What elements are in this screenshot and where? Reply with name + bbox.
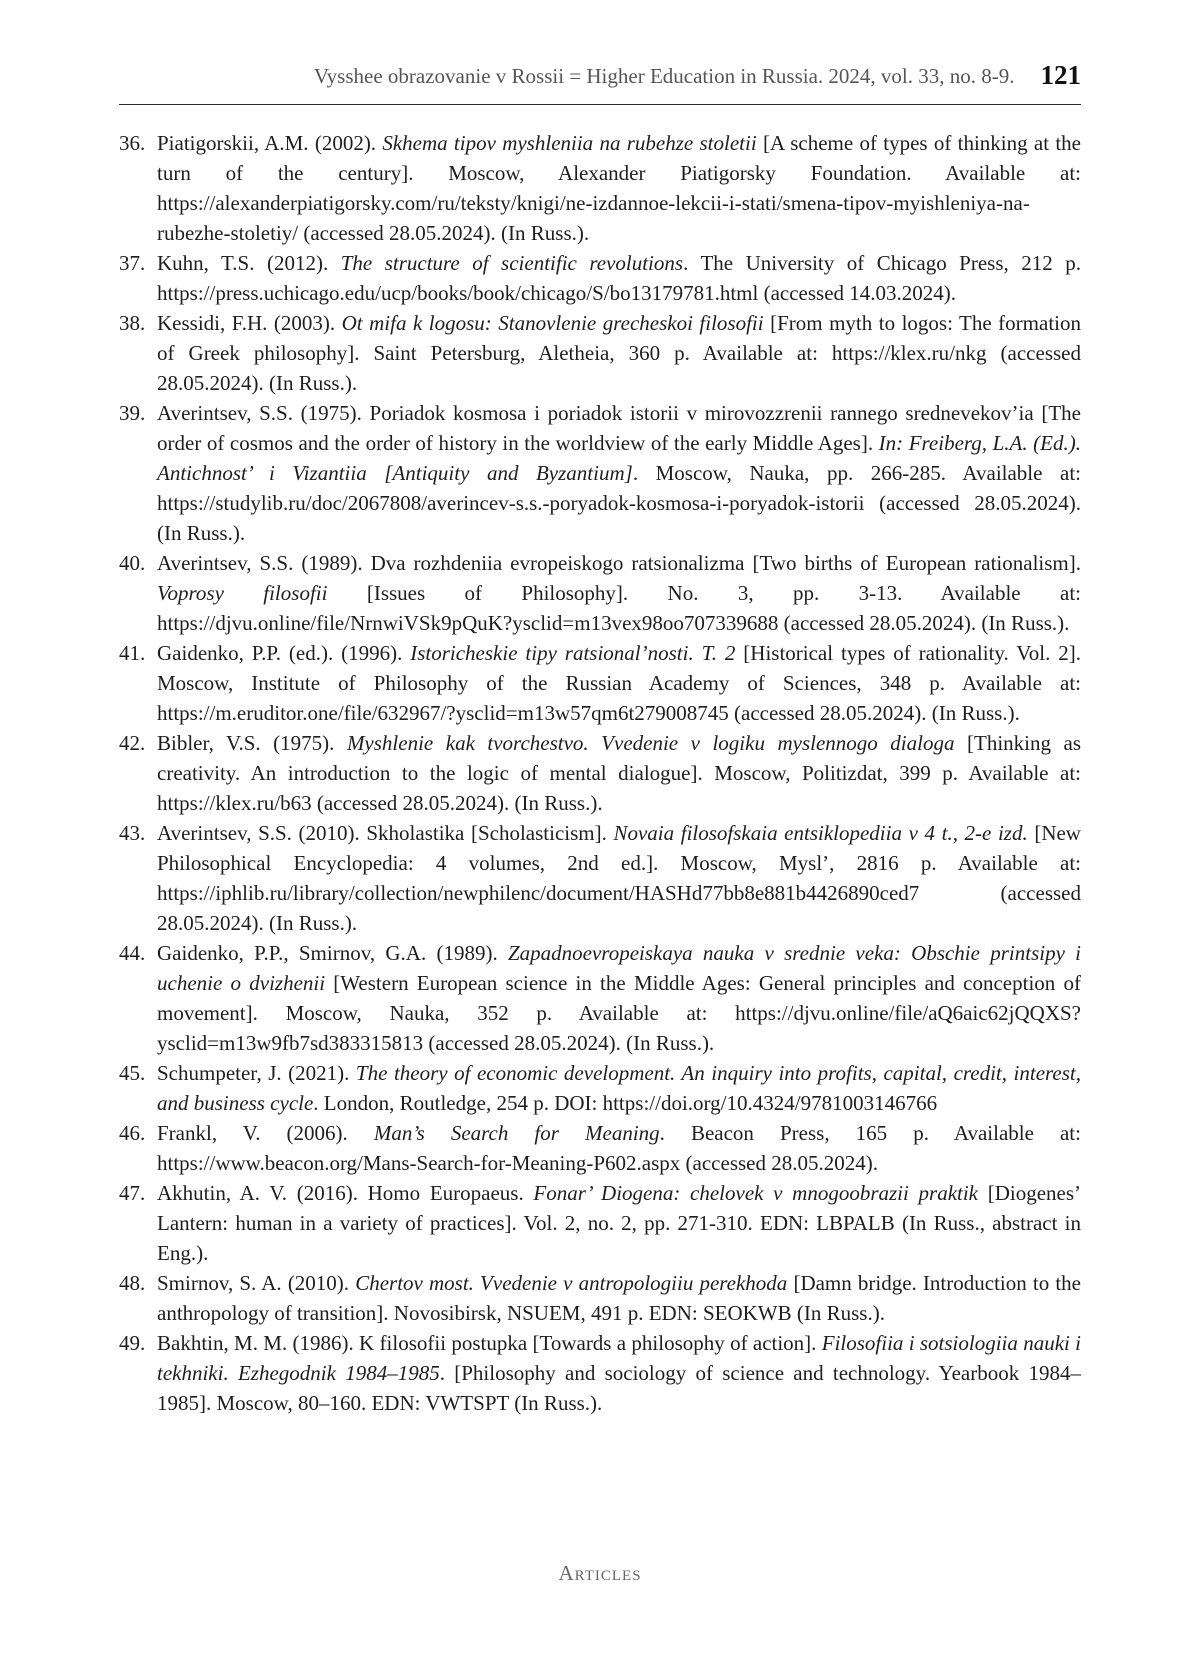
reference-number: 49. [119, 1331, 146, 1355]
reference-number: 44. [119, 941, 146, 965]
reference-item [119, 128, 1081, 248]
reference-text: Bakhtin, M. M. (1986). K filosofii postupka [Towards a philosophy of action]. [157, 1331, 822, 1355]
reference-title: Fonar’ Diogena: chelovek v mnogoobrazii praktik [533, 1181, 979, 1205]
reference-title: In: Freiberg, L.A. (Ed.). Antichnost’ i Vizantiia [Antiquity and Byzantium] [157, 431, 1081, 485]
reference-text: Akhutin, A. V. (2016). Homo Europaeus. [157, 1181, 534, 1205]
reference-text: . Beacon Press, 165 p. Available at: https://www.beacon.org/Mans-Search-for-Meaning-P602.aspx (accessed 28.05.2024). [157, 1121, 1081, 1175]
reference-number: 45. [119, 1061, 146, 1085]
reference-text: Averintsev, S.S. (2010). Skholastika [Scholasticism]. [157, 821, 614, 845]
reference-number: 38. [119, 311, 146, 335]
reference-item [119, 728, 1081, 818]
reference-text: Kessidi, F.H. (2003). [157, 311, 342, 335]
reference-text: Frankl, V. (2006). [157, 1121, 374, 1145]
reference-text: . [Philosophy and sociology of science and technology. Yearbook 1984–1985]. Moscow, 80–160. EDN: VWTSPT (In Russ.). [157, 1361, 1081, 1415]
reference-text: [Historical types of rationality. Vol. 2]. Moscow, Institute of Philosophy of the Russian Academy of Sciences, 348 p. Available at: https://m.eruditor.one/file/632967/?ysclid=m13w57qm6t279008745 (accessed 28.05.2024). (In Russ.). [157, 641, 1081, 725]
reference-text: Bibler, V.S. (1975). [157, 731, 347, 755]
reference-item [119, 308, 1081, 398]
reference-item [119, 1328, 1081, 1418]
reference-title: Zapadnoevropeiskaya nauka v srednie veka: Obschie printsipy i uchenie o dvizhenii [157, 941, 1082, 995]
reference-text: Schumpeter, J. (2021). [157, 1061, 356, 1085]
reference-number: 46. [119, 1121, 146, 1145]
reference-number: 47. [119, 1181, 146, 1205]
reference-item [119, 1118, 1081, 1178]
reference-title: The theory of economic development. An inquiry into profits, capital, credit, interest, and business cycle [157, 1061, 1081, 1115]
reference-text: . The University of Chicago Press, 212 p. https://press.uchicago.edu/ucp/books/book/chicago/S/bo13179781.html (accessed 14.03.2024). [157, 251, 1081, 305]
reference-text: [Thinking as creativity. An introduction to the logic of mental dialogue]. Moscow, Politizdat, 399 p. Available at: https://klex.ru/b63 (accessed 28.05.2024). (In Russ.). [157, 731, 1081, 815]
reference-list [119, 128, 1081, 1418]
reference-text: Kuhn, T.S. (2012). [157, 251, 341, 275]
reference-number: 40. [119, 551, 146, 575]
reference-text: . Moscow, Nauka, pp. 266-285. Available at: https://studylib.ru/doc/2067808/averincev-s.s.-poryadok-kosmosa-i-poryadok-istorii (accessed 28.05.2024). (In Russ.). [157, 461, 1081, 545]
reference-number: 41. [119, 641, 146, 665]
reference-item [119, 548, 1081, 638]
reference-title: Myshlenie kak tvorchestvo. Vvedenie v logiku myslennogo dialoga [346, 731, 955, 755]
reference-title: Ot mifa k logosu: Stanovlenie grecheskoi filosofii [341, 311, 764, 335]
running-header [119, 58, 1081, 105]
reference-text: [From myth to logos: The formation of Greek philosophy]. Saint Petersburg, Aletheia, 360 p. Available at: https://klex.ru/nkg (accessed 28.05.2024). (In Russ.). [157, 311, 1081, 395]
reference-item [119, 1268, 1081, 1328]
reference-item [119, 638, 1081, 728]
section-footer: Articles [558, 1561, 642, 1585]
reference-title: Skhema tipov myshleniia na rubehze stoletii [382, 131, 757, 155]
reference-text: [New Philosophical Encyclopedia: 4 volumes, 2nd ed.]. Moscow, Mysl’, 2816 p. Available at: https://iphlib.ru/library/collection/newphilenc/document/HASHd77bb8e881b4426890ced7 (accessed 28.05.2024). (In Russ.). [157, 821, 1081, 935]
reference-number: 36. [119, 131, 146, 155]
page-number: 121 [1040, 60, 1081, 90]
reference-text: [Damn bridge. Introduction to the anthropology of transition]. Novosibirsk, NSUEM, 491 p. EDN: SEOKWB (In Russ.). [157, 1271, 1082, 1325]
reference-number: 42. [119, 731, 146, 755]
reference-number: 37. [119, 251, 146, 275]
reference-text: . London, Routledge, 254 p. DOI: https://doi.org/10.4324/9781003146766 [313, 1091, 938, 1115]
running-title: Vysshee obrazovanie v Rossii = Higher Education in Russia. 2024, vol. 33, no. 8-9. [313, 64, 1015, 88]
reference-title: Man’s Search for Meaning [373, 1121, 660, 1145]
reference-item [119, 1178, 1081, 1268]
reference-title: Filosofiia i sotsiologiia nauki i tekhniki. Ezhegodnik 1984–1985 [157, 1331, 1081, 1385]
reference-text: [Western European science in the Middle Ages: General principles and conception of movement]. Moscow, Nauka, 352 p. Available at: https://djvu.online/file/aQ6aic62jQQXS?ysclid=m13w9fb7sd383315813 (accessed 28.05.2024). (In Russ.). [157, 971, 1081, 1055]
reference-item [119, 1058, 1081, 1118]
reference-number: 43. [119, 821, 146, 845]
reference-title: Chertov most. Vvedenie v antropologiiu perekhoda [355, 1271, 788, 1295]
reference-text: Averintsev, S.S. (1975). Poriadok kosmosa i poriadok istorii v mirovozzrenii rannego srednevekov’ia [The order of cosmos and the order of history in the worldview of the early Middle Ages]. [157, 401, 1081, 455]
reference-title: Novaia filosofskaia entsiklopediia v 4 t., 2-e izd. [613, 821, 1028, 845]
reference-item [119, 398, 1081, 548]
reference-text: Piatigorskii, A.M. (2002). [157, 131, 383, 155]
reference-text: Averintsev, S.S. (1989). Dva rozhdeniia evropeiskogo ratsionalizma [Two births of European rationalism]. [157, 551, 1081, 575]
reference-text: [Diogenes’ Lantern: human in a variety of practices]. Vol. 2, no. 2, pp. 271-310. EDN: LBPALB (In Russ., abstract in Eng.). [157, 1181, 1081, 1265]
reference-text: Gaidenko, P.P. (ed.). (1996). [157, 641, 411, 665]
reference-text: [Issues of Philosophy]. No. 3, pp. 3-13. Available at: https://djvu.online/file/NrnwiVSk9pQuK?ysclid=m13vex98oo707339688 (accessed 28.05.2024). (In Russ.). [157, 581, 1081, 635]
reference-title: Istoricheskie tipy ratsional’nosti. T. 2 [410, 641, 736, 665]
reference-number: 39. [119, 401, 146, 425]
reference-text: Smirnov, S. A. (2010). [157, 1271, 356, 1295]
reference-text: Gaidenko, P.P., Smirnov, G.A. (1989). [157, 941, 508, 965]
reference-item [119, 938, 1081, 1058]
reference-title: Voprosy filosofii [157, 581, 328, 605]
reference-item [119, 248, 1081, 308]
reference-title: The structure of scientific revolutions [340, 251, 684, 275]
reference-number: 48. [119, 1271, 146, 1295]
reference-text: [A scheme of types of thinking at the turn of the century]. Moscow, Alexander Piatigorsky Foundation. Available at: https://alexanderpiatigorsky.com/ru/teksty/knigi/ne-izdannoe-lekcii-i-stati/smena-tipov-myishleniya-na-rubezhe-stoletiy/ (accessed 28.05.2024). (In Russ.). [157, 131, 1081, 245]
reference-item [119, 818, 1081, 938]
